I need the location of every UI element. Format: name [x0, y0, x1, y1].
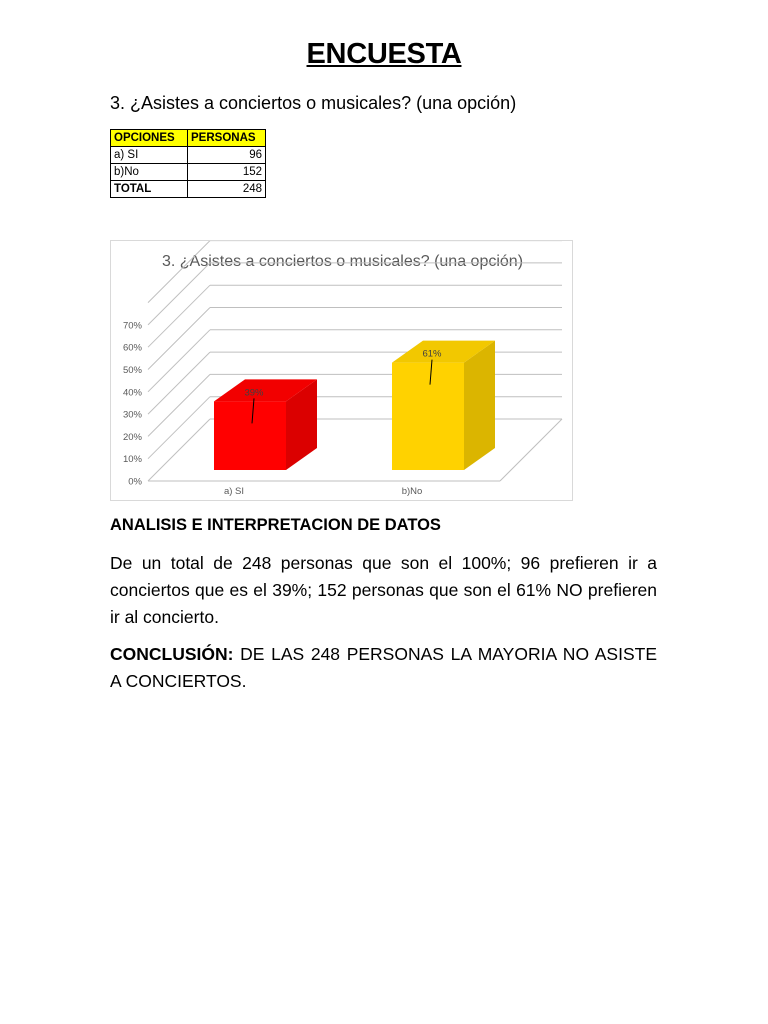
bar-1-front [214, 401, 286, 470]
row-label: a) SI [111, 147, 188, 164]
bar-chart-svg [111, 241, 574, 502]
total-label: TOTAL [111, 181, 188, 198]
row-label: b)No [111, 164, 188, 181]
table-row [111, 147, 266, 164]
floor-right-edge [500, 419, 562, 481]
survey-question: 3. ¿Asistes a conciertos o musicales? (una opción) [110, 93, 517, 113]
bar-2-front [392, 363, 464, 470]
conclusion-label: CONCLUSIÓN: [110, 644, 234, 664]
data-label: 61% [422, 348, 442, 360]
y-tick-label: 70% [122, 320, 142, 332]
table-header-row [111, 130, 266, 147]
y-tick-label: 10% [122, 454, 142, 466]
y-tick-label: 20% [122, 431, 142, 443]
bar-2-side [464, 341, 495, 470]
conclusion-paragraph [110, 641, 657, 695]
y-tick-label: 0% [128, 476, 142, 488]
column-header-personas: PERSONAS [188, 130, 266, 147]
y-tick-label: 30% [122, 409, 142, 421]
analysis-heading: ANALISIS E INTERPRETACION DE DATOS [110, 516, 441, 534]
conclusion-text: DE LAS 248 PERSONAS LA MAYORIA NO ASISTE A CONCIERTOS. [110, 644, 657, 691]
column-header-opciones: OPCIONES [111, 130, 188, 147]
x-category-label: a) SI [223, 486, 245, 497]
page-title: ENCUESTA [306, 38, 462, 70]
data-label: 39% [244, 387, 264, 399]
row-value: 96 [188, 147, 266, 164]
bar-chart [110, 240, 573, 501]
total-value: 248 [188, 181, 266, 198]
table-total-row [111, 181, 266, 198]
table-row [111, 164, 266, 181]
analysis-paragraph: De un total de 248 personas que son el 100%; 96 prefieren ir a conciertos que es el 39%; 152 personas que son el 61% NO prefieren ir al concierto. [110, 553, 657, 627]
y-tick-label: 40% [122, 387, 142, 399]
survey-table [110, 129, 266, 198]
chart-title: 3. ¿Asistes a conciertos o musicales? (una opción) [161, 253, 524, 270]
y-tick-label: 50% [122, 365, 142, 376]
y-tick-label: 60% [122, 342, 142, 354]
row-value: 152 [188, 164, 266, 181]
x-category-label: b)No [401, 486, 423, 497]
